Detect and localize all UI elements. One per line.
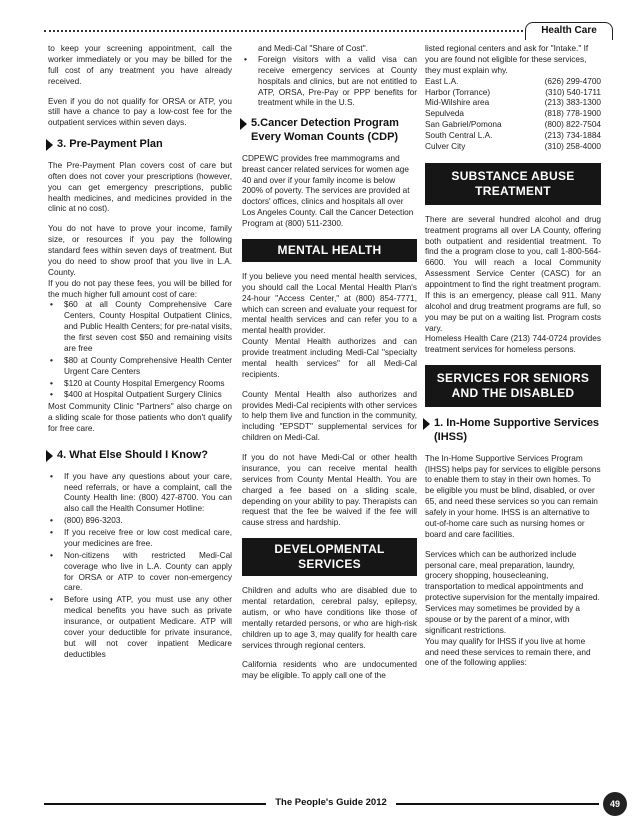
paragraph: The In-Home Supportive Services Program (IHSS) helps pay for services to eligible persons to enable them to stay in their own homes. To be eligible you must be blind, disabled, or over 65, and need these services so you can remain safely in your home. IHSS is an alternative to out-of-home care such as nursing homes or board and care facilities. — [425, 453, 601, 539]
banner-substance-abuse: SUBSTANCE ABUSE TREATMENT — [425, 163, 601, 205]
section-heading-cancer-detection — [242, 117, 417, 145]
banner-mental-health: MENTAL HEALTH — [242, 239, 417, 262]
heading-text: 5.Cancer Detection Program Every Woman Counts (CDP) — [251, 117, 399, 143]
list-item: Harbor (Torrance) (310) 540-1711 — [425, 87, 601, 97]
section-tab: Health Care — [525, 22, 613, 40]
page-number: 49 — [603, 792, 627, 816]
bullet-icon: • — [50, 550, 53, 560]
arrow-icon — [46, 139, 53, 151]
bullet-icon: • — [50, 390, 53, 400]
paragraph: Homeless Health Care (213) 744-0724 provides treatment services for homeless persons. — [425, 334, 601, 355]
list-item: • $400 at Hospital Outpatient Surgery Clinics — [50, 390, 222, 400]
paragraph: County Mental Health also authorizes and provides Medi-Cal recipients with other services to help them live and function in the community, including "EPSDT" supplemental services for children on Medi-Cal. — [242, 389, 417, 443]
heading-text: 3. Pre-Payment Plan — [57, 138, 163, 151]
visitor-list — [242, 55, 417, 109]
paragraph: County Mental Health authorizes and can provide treatment including Medi-Cal "specialty mental health services" for all Medi-Cal recipients. — [242, 337, 417, 379]
paragraph: You may qualify for IHSS if you live at home and need these services to remain there, and one of the following applies: — [425, 636, 591, 668]
banner-developmental-services: DEVELOPMENTAL SERVICES — [242, 538, 417, 576]
bullet-icon: • — [50, 378, 53, 388]
paragraph: If you believe you need mental health services, you should call the Local Mental Health Plan's 24-hour "Access Center," at (800) 854-7771, which can screen and evaluate your request for mental health services and can refer you to a mental health provider. — [242, 271, 417, 336]
column-1 — [48, 44, 232, 662]
heading-text: 4. What Else Should I Know? — [57, 448, 208, 461]
list-item: • $60 at all County Comprehensive Care Centers, County Hospital Outpatient Clinics, and Public Health Centers; for pre-natal visits, the first seven cost $50 and remaining visits are free — [50, 300, 232, 353]
list-item: East L.A. (626) 299-4700 — [425, 76, 601, 86]
list-item: Sepulveda (818) 778-1900 — [425, 109, 601, 119]
paragraph: Most Community Clinic "Partners" also charge on a sliding scale for those patients who don't qualify for free care. — [48, 402, 232, 433]
column-2 — [242, 44, 417, 682]
bullet-icon: • — [50, 528, 53, 537]
paragraph: There are several hundred alcohol and drug treatment programs all over LA County, offering both outpatient and residential treatment. To find the a program close to you, call 1-800-564-6600. You will reach a local Community Assessment Service Center (CASC) for an appointment to find the right treatment program. If this is an emergency, please call 911. Many alcohol and drug treatment programs are full, so you may be put on a waiting list. Program costs vary. — [425, 214, 601, 333]
list-item: • Non-citizens with restricted Medi-Cal coverage who live in L.A. County can apply for ORSA or ATP to cover non-emergency care. — [50, 550, 232, 593]
paragraph: to keep your screening appointment, call the worker immediately or you may be billed for the full cost of any treatment you have already received. — [48, 44, 232, 86]
bullet-icon: • — [50, 355, 53, 365]
list-item: • Foreign visitors with a valid visa can receive emergency services at County hospitals and clinics, but are not entitled to ATP, ORSA, Pre-Pay or PPP benefits for treatment while in the U.S. — [244, 54, 417, 108]
paragraph: and Medi-Cal "Share of Cost". — [258, 44, 368, 53]
paragraph: The Pre-Payment Plan covers cost of care but often does not cover your prescriptions (however, you can get emergency prescriptions, public health medicines, and medicines provided in the clinic at no cost). — [48, 160, 232, 214]
paragraph: California residents who are undocumented may be eligible. To apply call one of the — [242, 660, 417, 681]
list-item: • $80 at County Comprehensive Health Center Urgent Care Centers — [50, 355, 232, 376]
fee-list — [48, 300, 232, 401]
arrow-icon — [240, 118, 247, 130]
arrow-icon — [46, 450, 53, 462]
list-item: • Before using ATP, you must use any other medical benefits you have such as private insurance, or outpatient Medicare. ATP will cover your deductible for private insurance, but will not cover inpatient Medicare deductibles — [50, 595, 232, 659]
list-item: South Central L.A. (213) 734-1884 — [425, 131, 601, 140]
paragraph: You do not have to prove your income, family size, or resources if you pay the following standard fees within seven days of treatment. But you do need to show proof that you live in L.A. County. — [48, 224, 232, 277]
column-3 — [425, 44, 601, 669]
list-item: • (800) 896-3203. — [50, 516, 123, 526]
paragraph: listed regional centers and ask for "Intake." If you are found not eligible for these services, they must explain why. — [425, 44, 589, 75]
list-item: Culver City (310) 258-4000 — [425, 141, 601, 151]
paragraph: Even if you do not qualify for ORSA or ATP, you still have a chance to pay a low-cost fee for the outpatient services within seven days. — [48, 96, 232, 128]
section-heading-ihss — [425, 417, 601, 445]
section-heading-pre-payment — [48, 138, 232, 152]
paragraph: Services which can be authorized include personal care, meal preparation, laundry, grocery shopping, housecleaning, transportation to medical appointments and protective supervision for the mentally impaired. Services may sometimes be provided by a spouse or by the parent of a minor, with significant restrictions. — [425, 549, 600, 635]
know-list — [48, 472, 232, 661]
bullet-icon: • — [50, 471, 53, 481]
heading-text: 1. In-Home Supportive Services (IHSS) — [434, 417, 600, 443]
section-heading-what-else — [48, 449, 232, 463]
paragraph: Children and adults who are disabled due to mental retardation, cerebral palsy, epilepsy, autism, or who have conditions like those of mentally retarded persons, or who are high-risk children up to age 3, may qualify for health care services through regional centers. — [242, 586, 417, 650]
list-item: San Gabriel/Pomona (800) 822-7504 — [425, 120, 601, 130]
bullet-icon: • — [244, 54, 247, 64]
bullet-icon: • — [50, 516, 53, 526]
list-item: • If you have any questions about your care, need referrals, or have a complaint, call the County Health line: (800) 427-8700. You can also call the Health Consumer Hotline: — [50, 471, 232, 514]
footer-title: The People's Guide 2012 — [266, 795, 396, 811]
list-item: • $120 at County Hospital Emergency Rooms — [50, 378, 225, 388]
bullet-icon: • — [50, 595, 53, 605]
paragraph: If you do not pay these fees, you will be billed for the much higher full amount cost of care: — [48, 278, 232, 299]
paragraph: CDPEWC provides free mammograms and breast cancer related services for women age 40 and over if your family income is below 200% of poverty. The services are provided at doctors' offices, clinics and hospitals all over Los Angeles County. Call the Cancer Detection Program at (800) 511-2300. — [242, 153, 414, 228]
regional-center-list — [425, 77, 601, 153]
arrow-icon — [423, 418, 430, 430]
list-item: • If you receive free or low cost medical care, your medicines are free. — [50, 528, 232, 548]
paragraph: If you do not have Medi-Cal or other health insurance, you can receive mental health services from County Mental Health. You are charged a fee based on a sliding scale, depending on your ability to pay. Therapists can request that the fee be waived if the fee will cause stress and hardship. — [242, 453, 417, 528]
header-dotted-rule — [44, 30, 527, 32]
list-item: Mid-Wilshire area (213) 383-1300 — [425, 98, 601, 108]
banner-seniors-disabled: SERVICES FOR SENIORS AND THE DISABLED — [425, 365, 601, 407]
bullet-icon: • — [50, 300, 53, 310]
